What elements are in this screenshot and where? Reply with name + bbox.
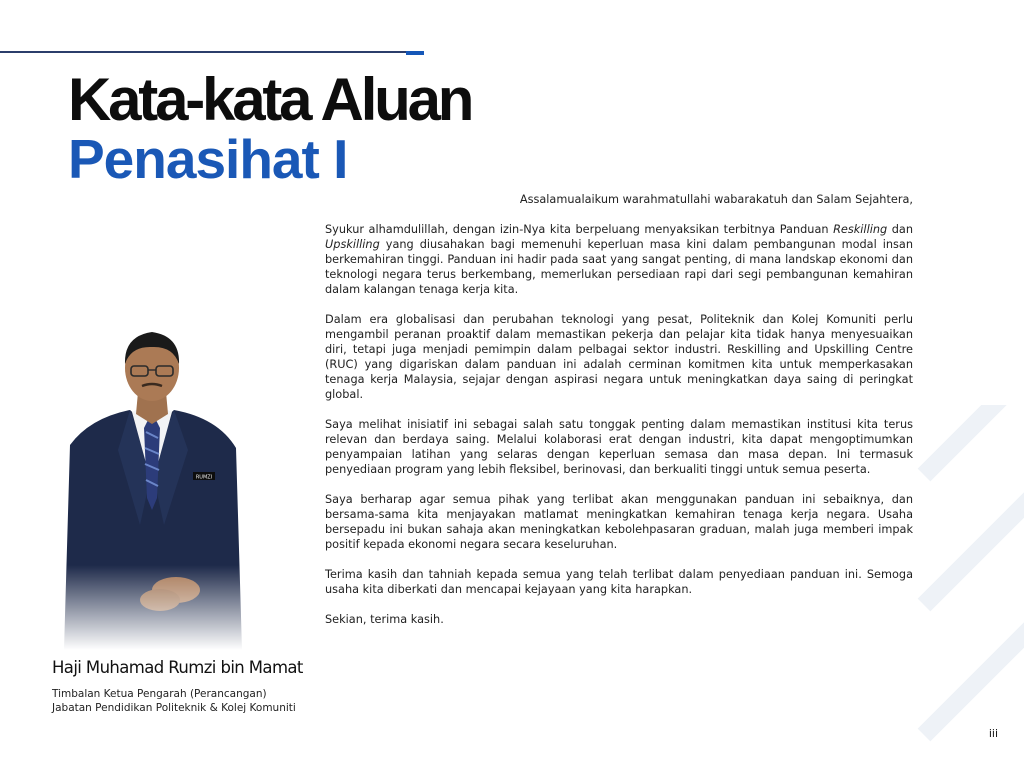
paragraph-1: Syukur alhamdulillah, dengan izin-Nya kita berpeluang menyaksikan terbitnya Panduan Reskilling dan Upskilling yang diusahakan bagi memenuhi keperluan masa kini dalam pembangunan modal insan berkemahiran tinggi. Panduan ini hadir pada saat yang sangat penting, di mana landskap ekonomi dan teknologi negara terus berkembang, memerlukan persediaan rapi dari segi pembangunan kemahiran dalam kalangan tenaga kerja kita. [325,223,913,296]
page-number: iii [988,727,998,740]
signatory-title-line-1: Timbalan Ketua Pengarah (Perancangan) [52,688,267,700]
paragraph-3: Saya melihat inisiatif ini sebagai salah satu tonggak penting dalam memastikan institusi kita terus relevan dan berdaya saing. Melalui kolaborasi erat dengan industri, kita dapat mengoptimumkan penyampaian latihan yang selaras dengan keperluan semasa dan masa depan. Ini termasuk penyediaan program yang lebih fleksibel, berinovasi, dan berkualiti tinggi untuk semua peserta. [325,418,913,476]
paragraph-2: Dalam era globalisasi dan perubahan teknologi yang pesat, Politeknik dan Kolej Komuniti perlu mengambil peranan proaktif dalam memastikan pekerja dan pelajar kita tidak hanya menyesuaikan diri, tetapi juga menjadi pemimpin dalam pelbagai sektor industri. Reskilling and Upskilling Centre (RUC) yang digariskan dalam panduan ini adalah cerminan komitmen kita untuk memperkasakan tenaga kerja Malaysia, sejajar dengan aspirasi negara untuk meningkatkan daya saing di peringkat global. [325,313,913,401]
paragraph-5: Terima kasih dan tahniah kepada semua yang telah terlibat dalam penyediaan panduan ini. Semoga usaha kita diberkati dan mencapai kejayaan yang kita harapkan. [325,568,913,596]
heading-line-1: Kata-kata Aluan [68,66,472,133]
signatory-title [52,687,296,715]
welcome-letter [325,192,913,627]
closing-line: Sekian, terima kasih. [325,613,444,626]
reskilling-term: Reskilling [833,223,888,236]
paragraph-4: Saya berharap agar semua pihak yang terlibat akan menggunakan panduan ini sebaiknya, dan bersama-sama kita menjayakan matlamat meningkatkan kemahiran tenaga kerja negara. Usaha bersepadu ini bukan sahaja akan meningkatkan kebolehpasaran graduan, malah juga memberi impak positif kepada ekonomi negara secara keseluruhan. [325,493,913,551]
signatory-name: Haji Muhamad Rumzi bin Mamat [52,658,303,677]
greeting-line: Assalamualaikum warahmatullahi wabarakatuh dan Salam Sejahtera, [519,193,913,206]
portrait-photo [60,320,245,650]
heading-line-2: Penasihat I [68,128,348,190]
name-tag: RUMZI [195,474,213,481]
signatory-title-line-2: Jabatan Pendidikan Politeknik & Kolej Komuniti [52,702,296,714]
upskilling-term: Upskilling [325,238,380,251]
chevron-pattern-decoration [914,405,1024,768]
top-divider-line [0,51,408,53]
top-divider-accent [406,51,424,55]
